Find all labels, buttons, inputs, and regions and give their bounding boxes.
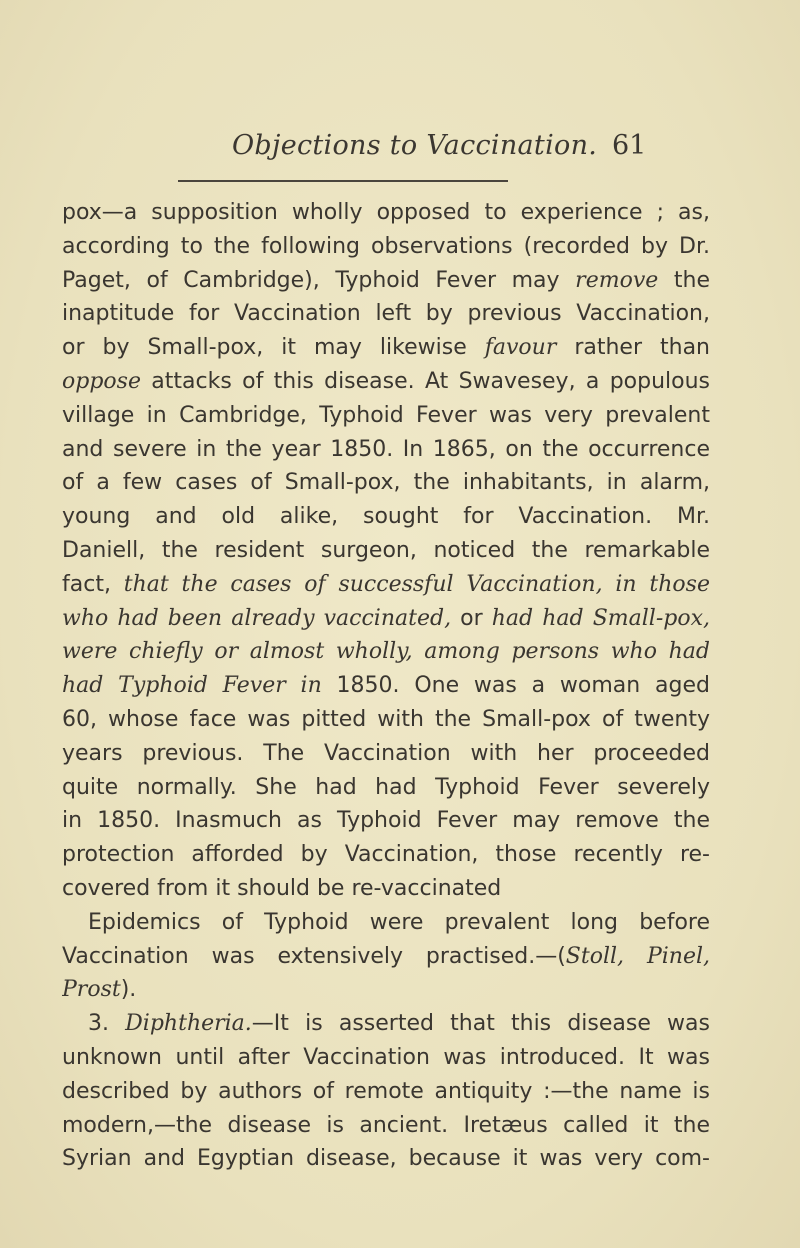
- text-line: [62, 399, 710, 433]
- text-line: [62, 331, 710, 365]
- text-run: inaptitude for Vaccination left by previous Vaccination,: [62, 301, 710, 327]
- text-run: Epidemics of Typhoid were prevalent long before: [88, 909, 710, 935]
- text-line: [62, 872, 710, 906]
- text-line: [62, 500, 710, 534]
- text-line: [62, 1041, 710, 1075]
- text-run: quite normally. She had had Typhoid Fever severely: [62, 774, 710, 800]
- text-line: [62, 940, 710, 974]
- text-run: rather than: [556, 335, 710, 361]
- running-header-title: Objections to Vaccination.: [232, 130, 598, 161]
- text-run: Paget, of Cambridge), Typhoid Fever may: [62, 267, 576, 293]
- text-run: 60, whose face was pitted with the Small-pox of twenty: [62, 706, 710, 732]
- text-run: 1850. One was a woman aged: [321, 673, 710, 699]
- text-run: 3.: [88, 1011, 126, 1037]
- text-line: [62, 602, 710, 636]
- text-line: [62, 1109, 710, 1143]
- text-line: [62, 635, 710, 669]
- italic-text: that the cases of successful Vaccination, in those: [123, 571, 710, 597]
- text-run: or: [451, 605, 492, 631]
- text-line: [62, 906, 710, 940]
- text-line: [62, 297, 710, 331]
- text-run: fact,: [62, 571, 124, 597]
- text-line: [62, 1007, 710, 1041]
- text-run: or by Small-pox, it may likewise: [62, 335, 485, 361]
- italic-text: were chiefly or almost wholly, among persons who had: [62, 639, 710, 665]
- text-line: [62, 568, 710, 602]
- text-run: in 1850. Inasmuch as Typhoid Fever may remove the: [62, 808, 710, 834]
- italic-text: Stoll, Pinel,: [565, 943, 710, 969]
- text-run: protection afforded by Vaccination, those recently re-: [62, 842, 710, 868]
- text-run: attacks of this disease. At Swavesey, a populous: [140, 368, 710, 394]
- text-line: [62, 771, 710, 805]
- text-run: Daniell, the resident surgeon, noticed the remarkable: [62, 537, 710, 563]
- text-line: [62, 973, 710, 1007]
- italic-text: had Typhoid Fever in: [62, 673, 322, 699]
- text-line: [62, 1075, 710, 1109]
- header-rule: [178, 180, 508, 182]
- text-run: Vaccination was extensively practised.—(: [62, 943, 566, 969]
- text-run: pox—a supposition wholly opposed to experience ; as,: [62, 200, 710, 225]
- text-line: [62, 433, 710, 467]
- text-run: of a few cases of Small-pox, the inhabitants, in alarm,: [62, 470, 710, 496]
- text-run: covered from it should be re-vaccinated: [62, 875, 502, 901]
- text-run: Syrian and Egyptian disease, because it was very com-: [62, 1146, 710, 1172]
- italic-text: who had been already vaccinated,: [62, 605, 452, 631]
- text-line: [62, 737, 710, 771]
- text-line: [62, 1142, 710, 1176]
- text-run: modern,—the disease is ancient. Iretæus called it the: [62, 1112, 710, 1138]
- text-line: [62, 196, 710, 230]
- text-run: ).: [120, 977, 137, 1003]
- text-run: young and old alike, sought for Vaccination. Mr.: [62, 504, 710, 530]
- body-text: [62, 196, 710, 1176]
- text-run: —It is asserted that this disease was: [251, 1011, 710, 1037]
- text-run: unknown until after Vaccination was introduced. It was: [62, 1044, 710, 1070]
- italic-text: had had Small-pox,: [491, 605, 710, 631]
- text-line: [62, 365, 710, 399]
- text-run: described by authors of remote antiquity :—the name is: [62, 1078, 710, 1104]
- text-line: [62, 230, 710, 264]
- text-line: [62, 838, 710, 872]
- text-run: the: [658, 267, 710, 293]
- text-run: according to the following observations (recorded by Dr.: [62, 233, 710, 259]
- text-line: [62, 804, 710, 838]
- text-run: and severe in the year 1850. In 1865, on the occurrence: [62, 436, 710, 462]
- italic-text: Diphtheria.: [125, 1011, 252, 1037]
- text-line: [62, 264, 710, 298]
- italic-text: favour: [484, 335, 557, 361]
- text-line: [62, 534, 710, 568]
- text-line: [62, 669, 710, 703]
- text-line: [62, 466, 710, 500]
- italic-text: remove: [575, 267, 659, 293]
- page-number: 61: [612, 130, 647, 161]
- text-run: village in Cambridge, Typhoid Fever was very prevalent: [62, 402, 710, 428]
- text-line: [62, 703, 710, 737]
- italic-text: oppose: [62, 368, 141, 394]
- italic-text: Prost: [62, 977, 121, 1003]
- text-run: years previous. The Vaccination with her proceeded: [62, 740, 710, 766]
